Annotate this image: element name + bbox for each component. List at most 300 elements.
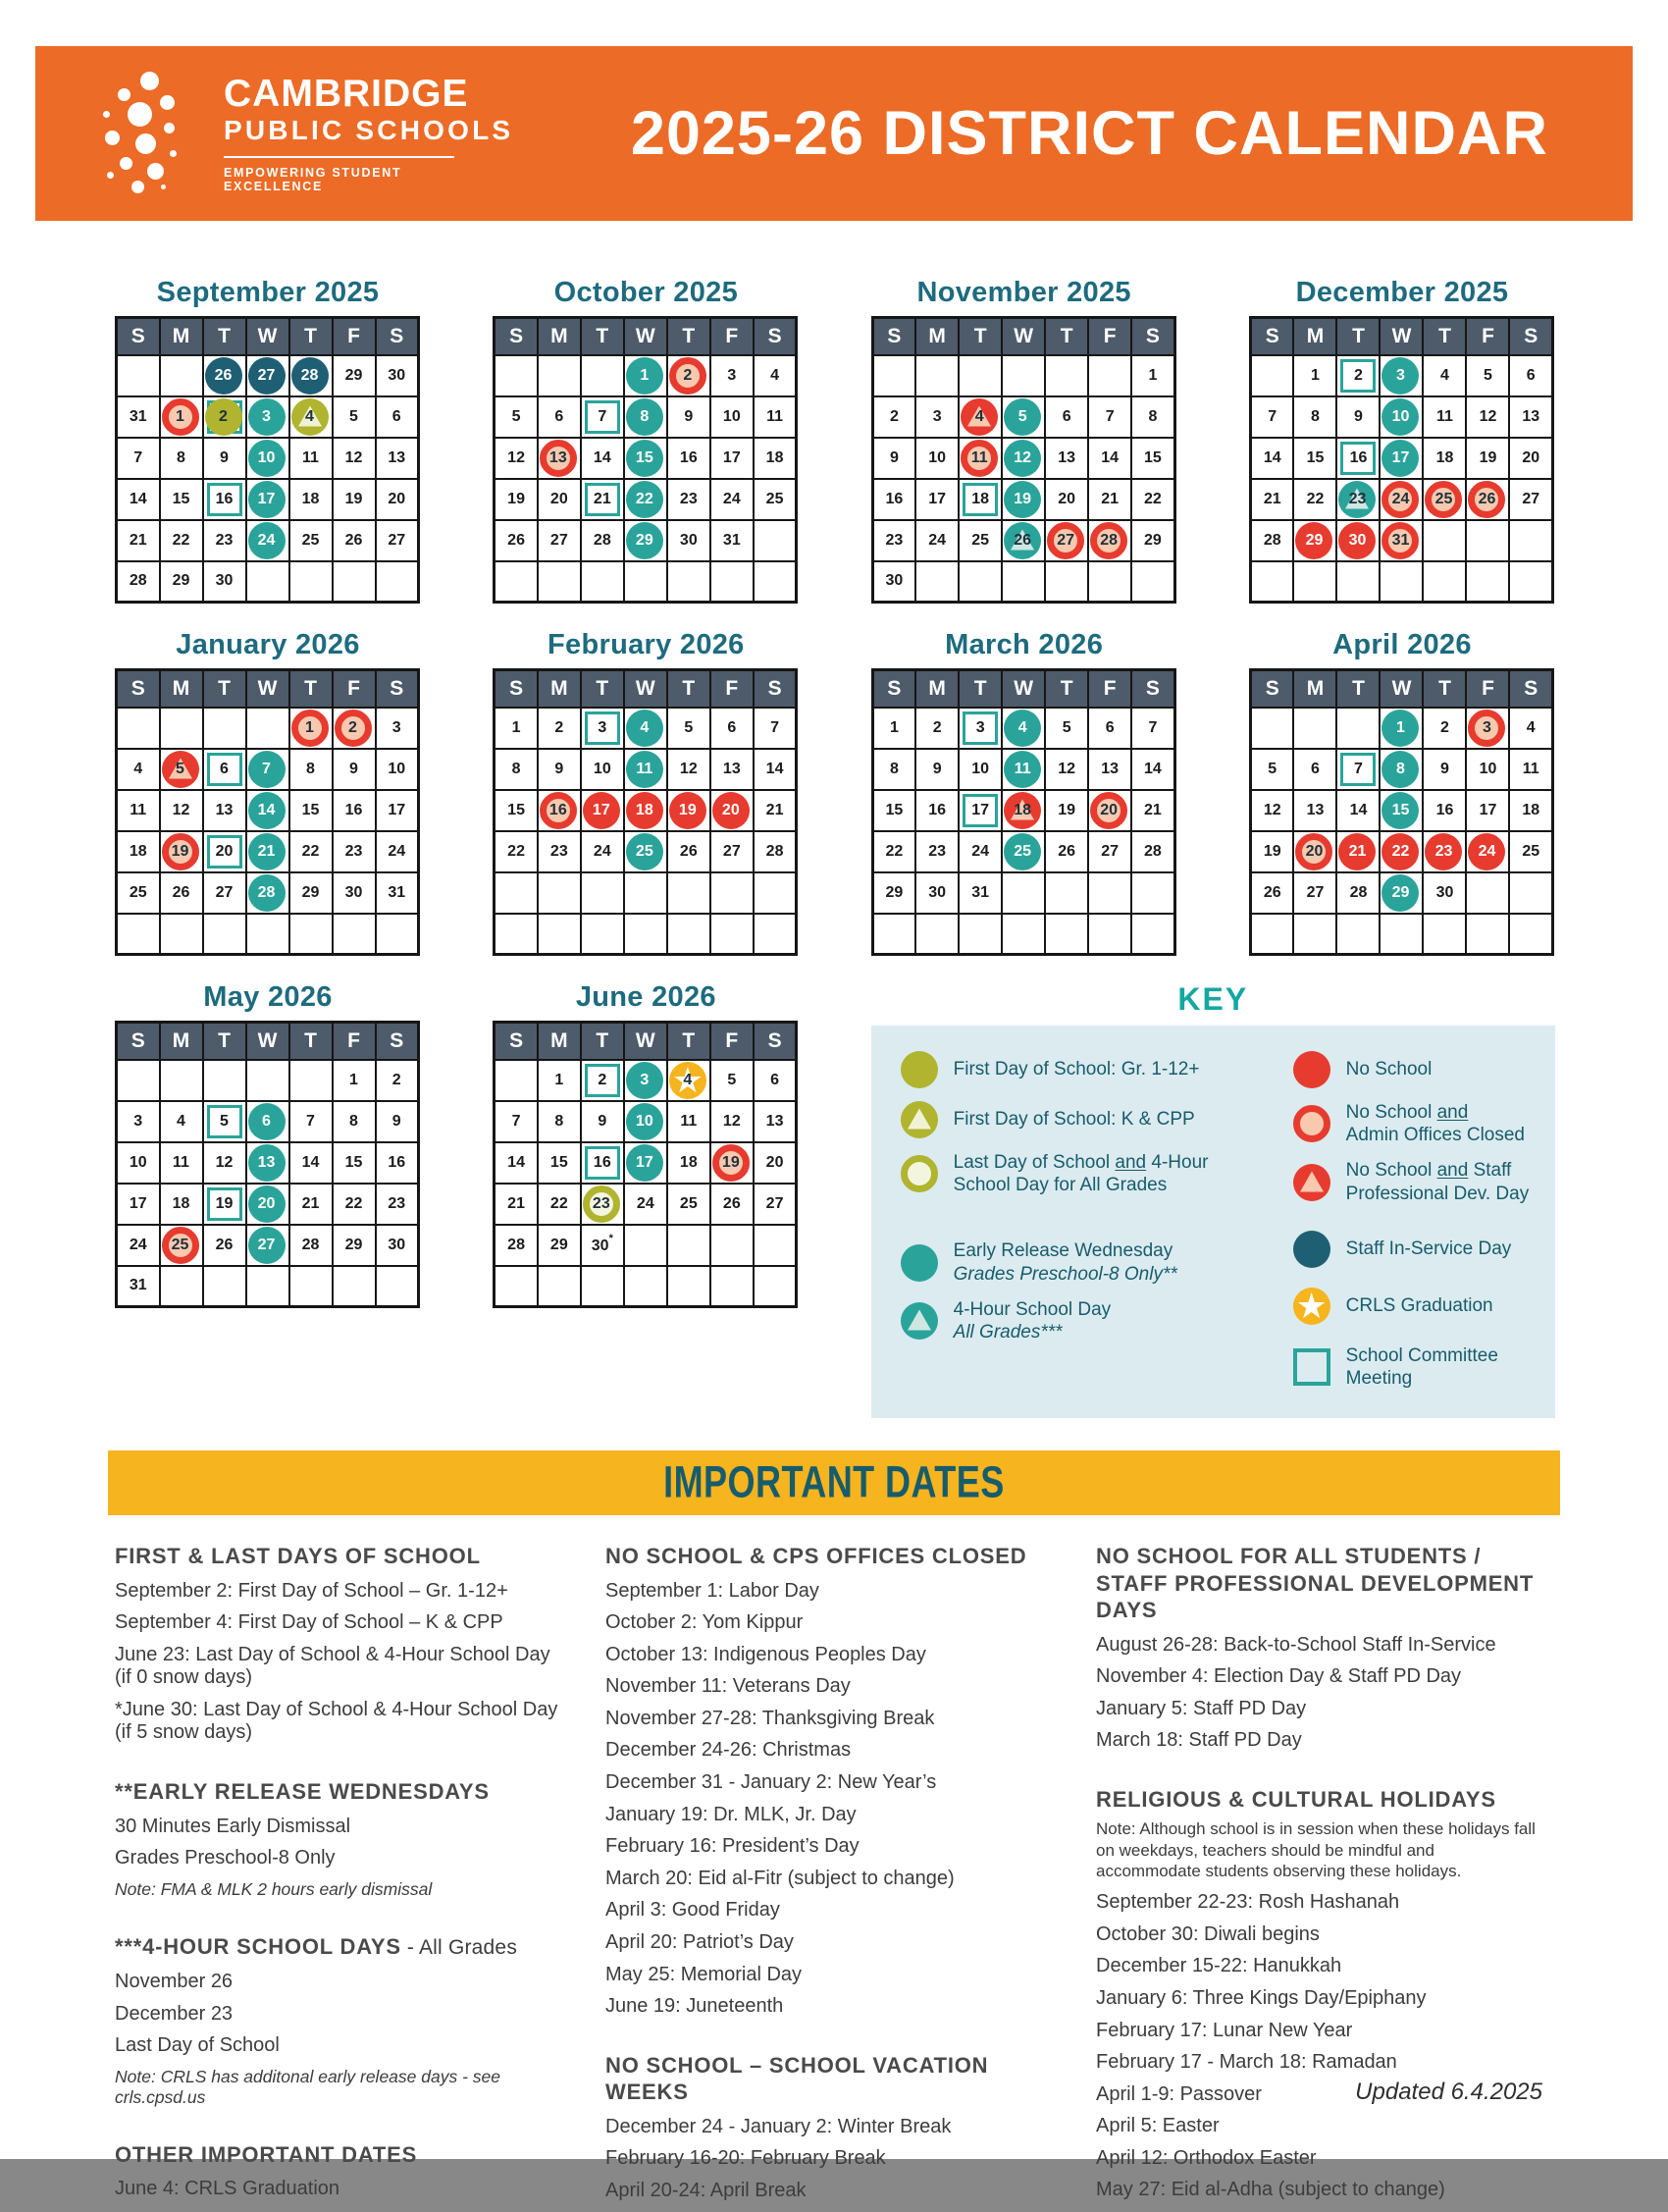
day-cell: 28 xyxy=(289,355,333,396)
legend-4h-icon xyxy=(901,1302,938,1340)
date-entry: September 22-23: Rosh Hashanah xyxy=(1096,1891,1400,1914)
legend-item xyxy=(901,1151,1293,1196)
day-cell: 4 xyxy=(289,396,333,438)
day-cell xyxy=(246,1266,289,1307)
legend-is-icon xyxy=(1293,1231,1330,1268)
day-cell: 27 xyxy=(376,520,419,561)
day-cell: 7 xyxy=(495,1101,538,1142)
month-title: April 2026 xyxy=(1332,629,1472,660)
day-cell: 1 xyxy=(333,1060,376,1101)
day-cell: 13 xyxy=(1045,438,1088,479)
important-dates-columns xyxy=(115,1543,1555,2212)
day-cell xyxy=(1423,561,1466,603)
day-cell: 21 xyxy=(1336,831,1380,872)
legend-item xyxy=(1293,1231,1545,1268)
day-cell: 12 xyxy=(160,790,203,831)
date-entry: September 2: First Day of School – Gr. 1-12+ xyxy=(115,1579,508,1602)
weekday-header: S xyxy=(872,318,915,355)
day-cell xyxy=(1250,914,1293,955)
legend-cm-icon xyxy=(1293,1348,1330,1386)
day-cell xyxy=(915,914,959,955)
day-cell: 29 xyxy=(333,355,376,396)
weekday-header: W xyxy=(1380,318,1423,355)
day-cell xyxy=(1466,872,1509,914)
day-cell xyxy=(624,561,667,603)
day-cell: 27 xyxy=(710,831,754,872)
months-grid xyxy=(115,277,1555,1418)
day-cell xyxy=(710,561,754,603)
weekday-header: M xyxy=(538,1023,581,1060)
weekday-header: T xyxy=(581,670,624,708)
important-dates-banner xyxy=(108,1450,1560,1515)
day-cell: 27 xyxy=(754,1184,797,1225)
day-cell: 22 xyxy=(333,1184,376,1225)
day-cell xyxy=(667,1266,710,1307)
day-cell: 24 xyxy=(710,479,754,520)
day-cell: 25 xyxy=(1002,831,1045,872)
day-cell xyxy=(754,1225,797,1266)
day-cell: 12 xyxy=(1002,438,1045,479)
legend-label: No School xyxy=(1345,1059,1433,1080)
day-cell: 1 xyxy=(160,396,203,438)
day-cell xyxy=(754,914,797,955)
weekday-header: F xyxy=(333,318,376,355)
day-cell: 22 xyxy=(872,831,915,872)
day-cell: 5 xyxy=(1466,355,1509,396)
date-entry: 30 Minutes Early Dismissal xyxy=(115,1815,351,1837)
day-cell: 27 xyxy=(1293,872,1336,914)
day-cell xyxy=(203,1266,246,1307)
day-cell: 13 xyxy=(538,438,581,479)
day-cell: 16 xyxy=(581,1142,624,1184)
day-cell: 15 xyxy=(1293,438,1336,479)
day-cell xyxy=(624,914,667,955)
day-cell: 2 xyxy=(538,708,581,749)
day-cell: 5 xyxy=(333,396,376,438)
day-cell: 19 xyxy=(1045,790,1088,831)
day-cell xyxy=(1131,561,1174,603)
day-cell: 3 xyxy=(1380,355,1423,396)
day-cell: 3 xyxy=(710,355,754,396)
day-cell: 8 xyxy=(872,749,915,790)
day-cell: 17 xyxy=(246,479,289,520)
weekday-header: M xyxy=(160,318,203,355)
day-cell: 1 xyxy=(289,708,333,749)
weekday-header: F xyxy=(1466,318,1509,355)
day-cell: 26 xyxy=(667,831,710,872)
weekday-header: S xyxy=(754,318,797,355)
day-cell xyxy=(872,355,915,396)
day-cell: 28 xyxy=(246,872,289,914)
weekday-header: T xyxy=(959,670,1002,708)
day-cell: 4 xyxy=(959,396,1002,438)
weekday-header: W xyxy=(246,1023,289,1060)
date-entry: *June 30: Last Day of School & 4-Hour School Day (if 5 snow days) xyxy=(115,1698,558,1744)
day-cell: 28 xyxy=(289,1225,333,1266)
weekday-header: T xyxy=(959,318,1002,355)
day-cell: 13 xyxy=(754,1101,797,1142)
brand-tagline: EMPOWERING STUDENT EXCELLENCE xyxy=(224,156,454,193)
day-cell xyxy=(117,708,160,749)
day-cell: 6 xyxy=(1293,749,1336,790)
day-cell: 14 xyxy=(289,1142,333,1184)
day-cell: 18 xyxy=(667,1142,710,1184)
day-cell: 15 xyxy=(624,438,667,479)
weekday-header: T xyxy=(1423,318,1466,355)
date-entry: February 17 - March 18: Ramadan xyxy=(1096,2051,1397,2074)
day-cell: 24 xyxy=(624,1184,667,1225)
day-cell xyxy=(1045,355,1088,396)
day-cell: 10 xyxy=(581,749,624,790)
day-cell: 21 xyxy=(1088,479,1131,520)
date-entry: April 12: Orthodox Easter xyxy=(1096,2146,1317,2169)
weekday-header: W xyxy=(624,670,667,708)
day-cell xyxy=(495,872,538,914)
day-cell: 23 xyxy=(376,1184,419,1225)
day-cell: 19 xyxy=(160,831,203,872)
day-cell: 12 xyxy=(1466,396,1509,438)
day-cell: 4 xyxy=(1509,708,1552,749)
day-cell xyxy=(289,1060,333,1101)
day-cell xyxy=(495,355,538,396)
month-title: May 2026 xyxy=(203,981,333,1013)
day-cell: 19 xyxy=(1466,438,1509,479)
day-cell: 26 xyxy=(1045,831,1088,872)
legend-item xyxy=(901,1051,1293,1088)
day-cell xyxy=(160,914,203,955)
day-cell: 16 xyxy=(538,790,581,831)
day-cell: 14 xyxy=(246,790,289,831)
weekday-header: T xyxy=(1336,670,1380,708)
day-cell: 22 xyxy=(495,831,538,872)
day-cell xyxy=(246,561,289,603)
day-cell: 4 xyxy=(624,708,667,749)
day-cell xyxy=(289,561,333,603)
legend-fk-icon xyxy=(901,1101,938,1138)
weekday-header: S xyxy=(117,670,160,708)
date-entry: September 4: First Day of School – K & CPP xyxy=(115,1611,503,1634)
day-cell: 2 xyxy=(581,1060,624,1101)
day-cell: 1 xyxy=(1131,355,1174,396)
cps-logo xyxy=(94,69,202,198)
day-cell xyxy=(1509,520,1552,561)
day-cell: 22 xyxy=(289,831,333,872)
date-entry: May 27: Eid al-Adha (subject to change) xyxy=(1096,2179,1445,2201)
day-cell: 14 xyxy=(1250,438,1293,479)
weekday-header: F xyxy=(333,1023,376,1060)
day-cell: 11 xyxy=(289,438,333,479)
weekday-header: F xyxy=(710,670,754,708)
day-cell: 18 xyxy=(1423,438,1466,479)
day-cell: 24 xyxy=(915,520,959,561)
day-cell: 13 xyxy=(1293,790,1336,831)
day-cell: 12 xyxy=(495,438,538,479)
day-cell: 29 xyxy=(1131,520,1174,561)
weekday-header: F xyxy=(333,670,376,708)
day-cell xyxy=(333,1266,376,1307)
day-cell xyxy=(754,1266,797,1307)
date-entry: November 4: Election Day & Staff PD Day xyxy=(1096,1665,1462,1688)
day-cell: 6 xyxy=(1088,708,1131,749)
legend-ns-icon xyxy=(1293,1051,1330,1088)
day-cell xyxy=(1131,872,1174,914)
day-cell xyxy=(754,561,797,603)
month-calendar xyxy=(493,981,799,1418)
day-cell: 3 xyxy=(117,1101,160,1142)
day-cell: 1 xyxy=(872,708,915,749)
day-cell: 29 xyxy=(289,872,333,914)
brand-subname: PUBLIC SCHOOLS xyxy=(224,114,514,145)
day-cell: 21 xyxy=(289,1184,333,1225)
day-cell: 21 xyxy=(117,520,160,561)
day-cell xyxy=(333,561,376,603)
date-entry: April 20-24: April Break xyxy=(605,2180,807,2201)
day-cell: 1 xyxy=(1380,708,1423,749)
day-cell xyxy=(710,1266,754,1307)
day-cell: 26 xyxy=(1002,520,1045,561)
date-entry: February 17: Lunar New Year xyxy=(1096,2019,1353,2041)
day-cell xyxy=(117,914,160,955)
day-cell: 8 xyxy=(1293,396,1336,438)
day-cell: 11 xyxy=(160,1142,203,1184)
day-cell: 25 xyxy=(754,479,797,520)
date-entry: April 1-9: Passover xyxy=(1096,2082,1262,2105)
day-cell: 10 xyxy=(1380,396,1423,438)
day-cell: 7 xyxy=(1250,396,1293,438)
day-cell: 19 xyxy=(203,1184,246,1225)
day-cell: 10 xyxy=(710,396,754,438)
weekday-header: F xyxy=(1088,670,1131,708)
day-cell: 10 xyxy=(624,1101,667,1142)
day-cell: 15 xyxy=(289,790,333,831)
weekday-header: S xyxy=(1250,318,1293,355)
month-calendar xyxy=(493,277,799,604)
day-cell: 25 xyxy=(624,831,667,872)
day-cell: 18 xyxy=(754,438,797,479)
day-cell xyxy=(1466,914,1509,955)
month-calendar xyxy=(871,277,1177,604)
weekday-header: S xyxy=(495,1023,538,1060)
date-entry: March 20: Eid al-Fitr (subject to change) xyxy=(605,1867,955,1889)
day-cell: 25 xyxy=(117,872,160,914)
day-cell: 15 xyxy=(160,479,203,520)
day-cell: 16 xyxy=(872,479,915,520)
day-cell xyxy=(203,914,246,955)
day-cell xyxy=(1250,708,1293,749)
day-cell: 27 xyxy=(1045,520,1088,561)
dates-section-title: NO SCHOOL – SCHOOL VACATION WEEKS xyxy=(605,2052,989,2105)
day-cell: 25 xyxy=(289,520,333,561)
day-cell xyxy=(872,914,915,955)
day-cell: 15 xyxy=(1380,790,1423,831)
day-cell: 17 xyxy=(117,1184,160,1225)
day-cell: 25 xyxy=(959,520,1002,561)
brand-name: CAMBRIDGE xyxy=(224,72,469,115)
day-cell: 9 xyxy=(376,1101,419,1142)
day-cell: 6 xyxy=(538,396,581,438)
month-calendar xyxy=(493,629,799,956)
weekday-header: T xyxy=(1423,670,1466,708)
date-entry: June 19: Juneteenth xyxy=(605,1995,784,2018)
weekday-header: T xyxy=(581,318,624,355)
date-entry: November 11: Veterans Day xyxy=(605,1675,851,1698)
day-cell xyxy=(710,914,754,955)
date-entry: April 3: Good Friday xyxy=(605,1899,780,1922)
legend-label: First Day of School: Gr. 1-12+ xyxy=(953,1059,1200,1080)
legend-pd-icon xyxy=(1293,1164,1330,1201)
day-cell xyxy=(333,914,376,955)
day-cell: 11 xyxy=(624,749,667,790)
month-calendar xyxy=(115,629,421,956)
day-cell: 22 xyxy=(538,1184,581,1225)
day-cell: 22 xyxy=(160,520,203,561)
day-cell: 17 xyxy=(376,790,419,831)
day-cell: 14 xyxy=(495,1142,538,1184)
day-cell: 19 xyxy=(495,479,538,520)
day-cell: 13 xyxy=(1509,396,1552,438)
day-cell: 29 xyxy=(1380,872,1423,914)
day-cell xyxy=(1045,872,1088,914)
day-cell: 4 xyxy=(117,749,160,790)
weekday-header: F xyxy=(710,318,754,355)
day-cell: 24 xyxy=(117,1225,160,1266)
day-cell xyxy=(710,1225,754,1266)
day-cell: 30 xyxy=(667,520,710,561)
day-cell xyxy=(246,1060,289,1101)
day-cell xyxy=(495,561,538,603)
day-cell: 24 xyxy=(1466,831,1509,872)
day-cell xyxy=(495,914,538,955)
day-cell: 6 xyxy=(246,1101,289,1142)
day-cell: 9 xyxy=(915,749,959,790)
day-cell: 24 xyxy=(959,831,1002,872)
weekday-header: W xyxy=(246,318,289,355)
legend-label: CRLS Graduation xyxy=(1345,1295,1493,1317)
month-calendar xyxy=(115,981,421,1418)
day-cell: 23 xyxy=(667,479,710,520)
month-title: March 2026 xyxy=(945,629,1104,660)
date-entry: October 2: Yom Kippur xyxy=(605,1611,804,1634)
weekday-header: T xyxy=(1045,318,1088,355)
key-column-right xyxy=(1293,1051,1545,1402)
legend-item xyxy=(1293,1159,1545,1204)
day-cell: 16 xyxy=(1423,790,1466,831)
day-cell xyxy=(1509,872,1552,914)
month-calendar xyxy=(1249,629,1555,956)
weekday-header: S xyxy=(376,318,419,355)
day-cell: 19 xyxy=(1250,831,1293,872)
day-cell: 24 xyxy=(581,831,624,872)
day-cell: 13 xyxy=(1088,749,1131,790)
day-cell xyxy=(1002,872,1045,914)
day-cell: 9 xyxy=(1336,396,1380,438)
day-cell: 28 xyxy=(1336,872,1380,914)
day-cell: 11 xyxy=(1509,749,1552,790)
day-cell xyxy=(117,1060,160,1101)
weekday-header: T xyxy=(289,318,333,355)
day-cell: 13 xyxy=(203,790,246,831)
day-cell: 28 xyxy=(1088,520,1131,561)
day-cell: 28 xyxy=(495,1225,538,1266)
weekday-header: S xyxy=(1131,670,1174,708)
legend-item xyxy=(901,1298,1293,1343)
day-cell: 21 xyxy=(1131,790,1174,831)
date-entry: September 1: Labor Day xyxy=(605,1579,819,1602)
day-cell: 3 xyxy=(959,708,1002,749)
day-cell xyxy=(376,1266,419,1307)
day-cell: 22 xyxy=(1380,831,1423,872)
day-cell xyxy=(246,708,289,749)
weekday-header: S xyxy=(117,1023,160,1060)
day-cell: 7 xyxy=(581,396,624,438)
weekday-header: T xyxy=(667,670,710,708)
day-cell: 12 xyxy=(1250,790,1293,831)
month-title: November 2025 xyxy=(916,277,1131,308)
day-cell: 20 xyxy=(1293,831,1336,872)
legend-label: No School and Admin Offices Closed xyxy=(1345,1102,1525,1146)
day-cell: 25 xyxy=(160,1225,203,1266)
day-cell xyxy=(1293,708,1336,749)
day-cell: 10 xyxy=(246,438,289,479)
day-cell xyxy=(1509,914,1552,955)
day-cell: 30* xyxy=(581,1225,624,1266)
day-cell: 31 xyxy=(959,872,1002,914)
day-cell: 7 xyxy=(754,708,797,749)
weekday-header: S xyxy=(1250,670,1293,708)
day-cell: 14 xyxy=(1131,749,1174,790)
date-entry: June 23: Last Day of School & 4-Hour School Day (if 0 snow days) xyxy=(115,1643,550,1689)
weekday-header: T xyxy=(1045,670,1088,708)
day-cell: 20 xyxy=(710,790,754,831)
day-cell: 10 xyxy=(117,1142,160,1184)
day-cell: 15 xyxy=(495,790,538,831)
day-cell: 9 xyxy=(203,438,246,479)
day-cell xyxy=(667,561,710,603)
day-cell: 30 xyxy=(333,872,376,914)
day-cell: 14 xyxy=(581,438,624,479)
date-entry: January 5: Staff PD Day xyxy=(1096,1697,1307,1719)
month-calendar xyxy=(871,629,1177,956)
day-cell: 2 xyxy=(376,1060,419,1101)
day-cell xyxy=(1336,914,1380,955)
month-title: September 2025 xyxy=(156,277,380,308)
day-cell: 5 xyxy=(495,396,538,438)
dates-section-title: NO SCHOOL & CPS OFFICES CLOSED xyxy=(605,1544,1027,1568)
day-cell: 8 xyxy=(333,1101,376,1142)
day-cell xyxy=(1250,561,1293,603)
legend-label: Early Release Wednesday Grades Preschool-8 Only** xyxy=(953,1240,1177,1285)
day-cell: 25 xyxy=(1509,831,1552,872)
weekday-header: M xyxy=(1293,670,1336,708)
date-entry: April 20: Patriot’s Day xyxy=(605,1931,794,1954)
day-cell: 12 xyxy=(710,1101,754,1142)
day-cell xyxy=(754,520,797,561)
month-title: October 2025 xyxy=(553,277,738,308)
date-entry: December 24-26: Christmas xyxy=(605,1739,852,1762)
header-banner xyxy=(35,46,1633,221)
date-entry: November 26 xyxy=(115,1971,234,1992)
date-entry: December 31 - January 2: New Year’s xyxy=(605,1771,937,1794)
date-entry: June 4: CRLS Graduation xyxy=(115,2178,340,2200)
day-cell: 2 xyxy=(203,396,246,438)
day-cell: 29 xyxy=(538,1225,581,1266)
day-cell xyxy=(538,872,581,914)
legend-fd-icon xyxy=(901,1051,938,1088)
day-cell xyxy=(538,914,581,955)
day-cell: 28 xyxy=(1131,831,1174,872)
day-cell: 27 xyxy=(203,872,246,914)
day-cell: 23 xyxy=(915,831,959,872)
